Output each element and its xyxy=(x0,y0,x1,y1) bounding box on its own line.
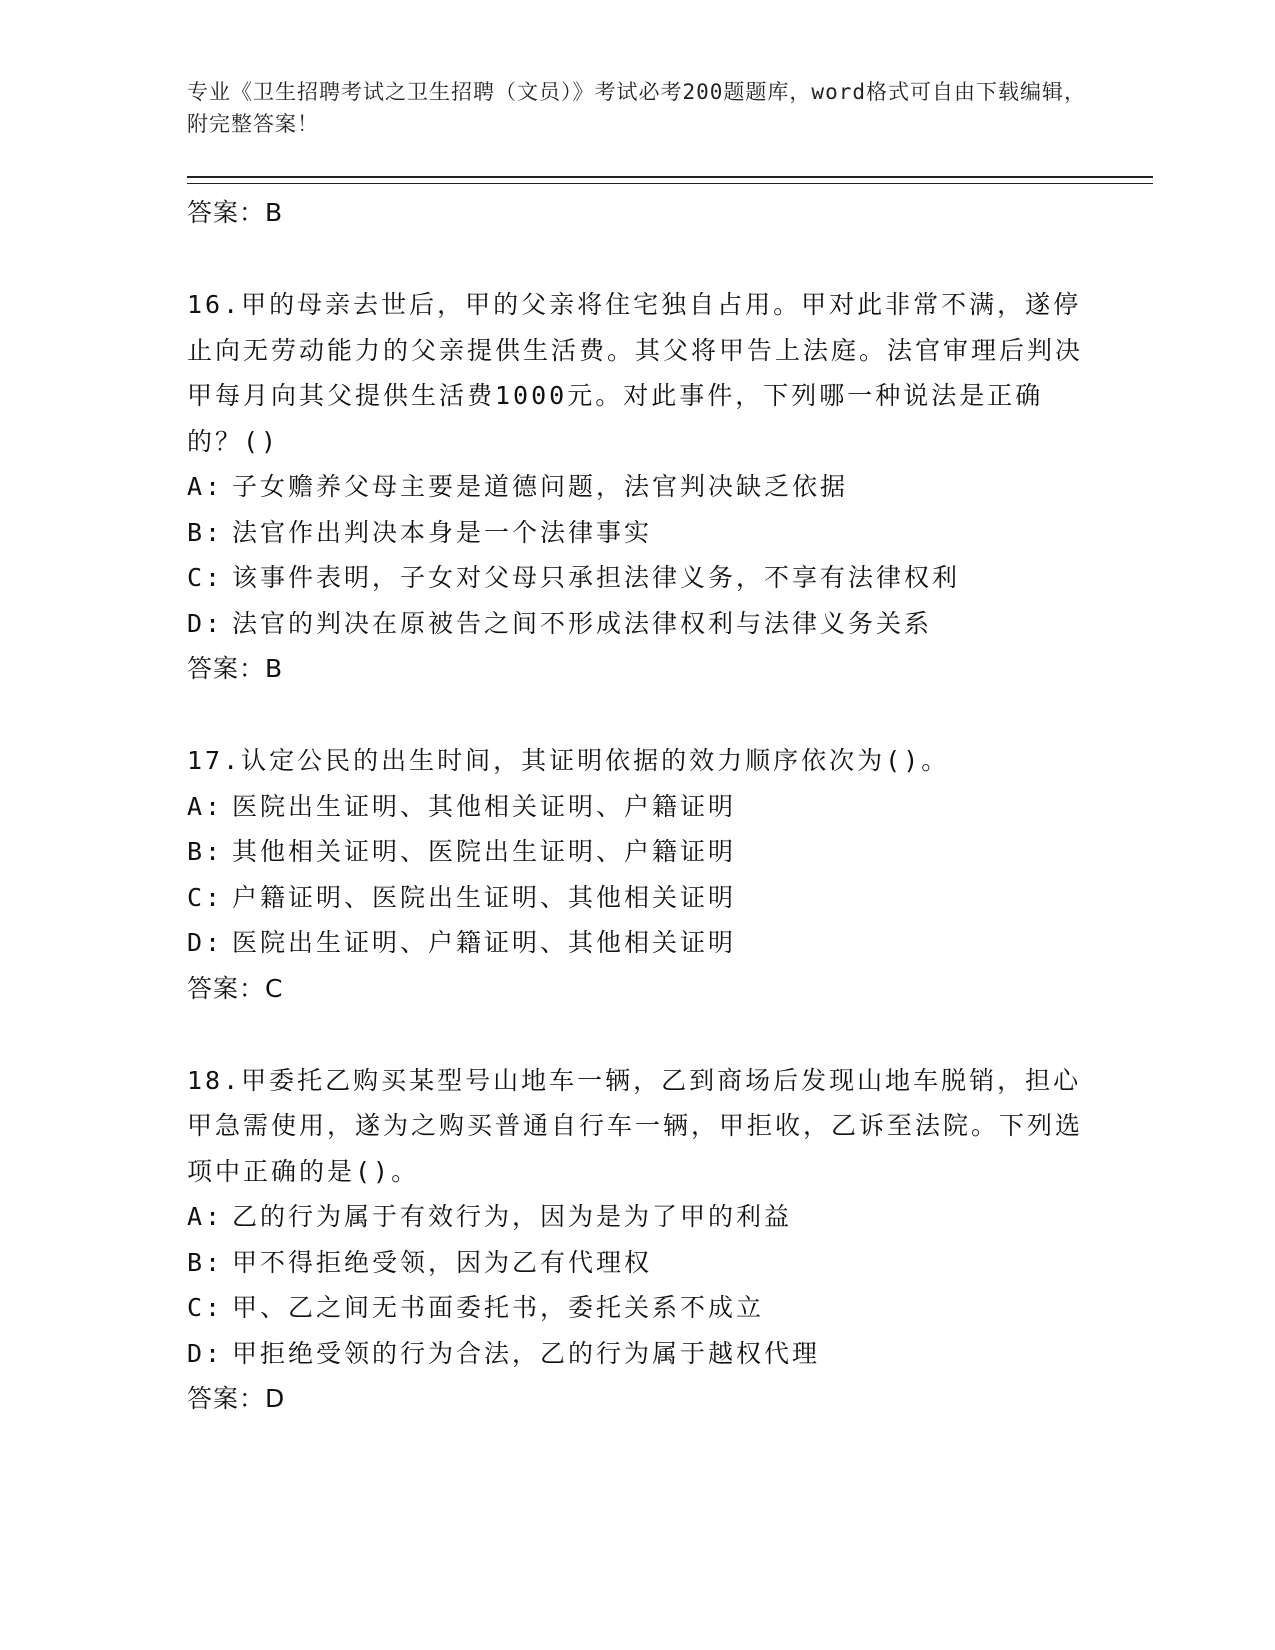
option-letter: D: xyxy=(187,1338,224,1368)
option-text: 医院出生证明、其他相关证明、户籍证明 xyxy=(232,791,737,821)
page-header: 专业《卫生招聘考试之卫生招聘（文员）》考试必考200题题库，word格式可自由下载编辑，附完整答案！ xyxy=(187,80,1086,136)
option-letter: C: xyxy=(187,563,224,592)
option-text: 甲拒绝受领的行为合法，乙的行为属于越权代理 xyxy=(232,1338,821,1368)
option-text: 该事件表明，子女对父母只承担法律义务，不享有法律权利 xyxy=(232,563,961,592)
option-text: 子女赡养父母主要是道德问题，法官判决缺乏依据 xyxy=(232,472,849,501)
option-letter: D: xyxy=(187,928,224,957)
question-stem: 16.甲的母亲去世后，甲的父亲将住宅独自占用。甲对此非常不满，遂停止向无劳动能力的父亲提供生活费。其父将甲告上法庭。法官审理后判决甲每月向其父提供生活费1000元。对此事件，下列哪一种说法是正确的？() xyxy=(187,290,1084,456)
option-letter: B: xyxy=(187,837,224,866)
option-b xyxy=(187,829,1087,875)
option-letter: A: xyxy=(187,1202,224,1231)
question-stem: 18.甲委托乙购买某型号山地车一辆，乙到商场后发现山地车脱销，担心甲急需使用，遂为之购买普通自行车一辆，甲拒收，乙诉至法院。下列选项中正确的是()。 xyxy=(187,1065,1084,1186)
option-text: 其他相关证明、医院出生证明、户籍证明 xyxy=(232,837,737,866)
option-b xyxy=(187,1240,1087,1286)
option-d xyxy=(187,1331,1087,1377)
question-17 xyxy=(187,738,1087,1011)
option-a xyxy=(187,784,1087,830)
option-c xyxy=(187,875,1087,921)
option-text: 法官作出判决本身是一个法律事实 xyxy=(232,517,653,547)
option-d xyxy=(187,601,1087,647)
question-18 xyxy=(187,1058,1087,1422)
question-stem: 17.认定公民的出生时间，其证明依据的效力顺序依次为()。 xyxy=(187,746,950,775)
answer-line: 答案：B xyxy=(187,198,284,227)
document-body xyxy=(187,190,1087,1421)
option-a xyxy=(187,1194,1087,1240)
option-letter: B: xyxy=(187,517,224,547)
option-letter: D: xyxy=(187,608,224,638)
header-divider xyxy=(187,176,1153,184)
option-letter: C: xyxy=(187,882,224,912)
option-letter: A: xyxy=(187,791,224,821)
option-text: 甲、乙之间无书面委托书，委托关系不成立 xyxy=(232,1293,765,1322)
option-b xyxy=(187,510,1087,556)
option-text: 户籍证明、医院出生证明、其他相关证明 xyxy=(232,882,737,912)
answer-line: 答案：D xyxy=(187,1384,286,1413)
option-letter: C: xyxy=(187,1293,224,1322)
answer-line: 答案：C xyxy=(187,973,284,1003)
option-text: 甲不得拒绝受领，因为乙有代理权 xyxy=(232,1247,653,1277)
option-a xyxy=(187,464,1087,510)
question-16 xyxy=(187,282,1087,691)
option-text: 法官的判决在原被告之间不形成法律权利与法律义务关系 xyxy=(232,608,933,638)
option-c xyxy=(187,1285,1087,1331)
option-letter: B: xyxy=(187,1247,224,1277)
option-letter: A: xyxy=(187,472,224,501)
answer-line: 答案：B xyxy=(187,654,284,683)
option-text: 乙的行为属于有效行为，因为是为了甲的利益 xyxy=(232,1202,793,1231)
option-c xyxy=(187,555,1087,601)
option-d xyxy=(187,920,1087,966)
option-text: 医院出生证明、户籍证明、其他相关证明 xyxy=(232,928,737,957)
